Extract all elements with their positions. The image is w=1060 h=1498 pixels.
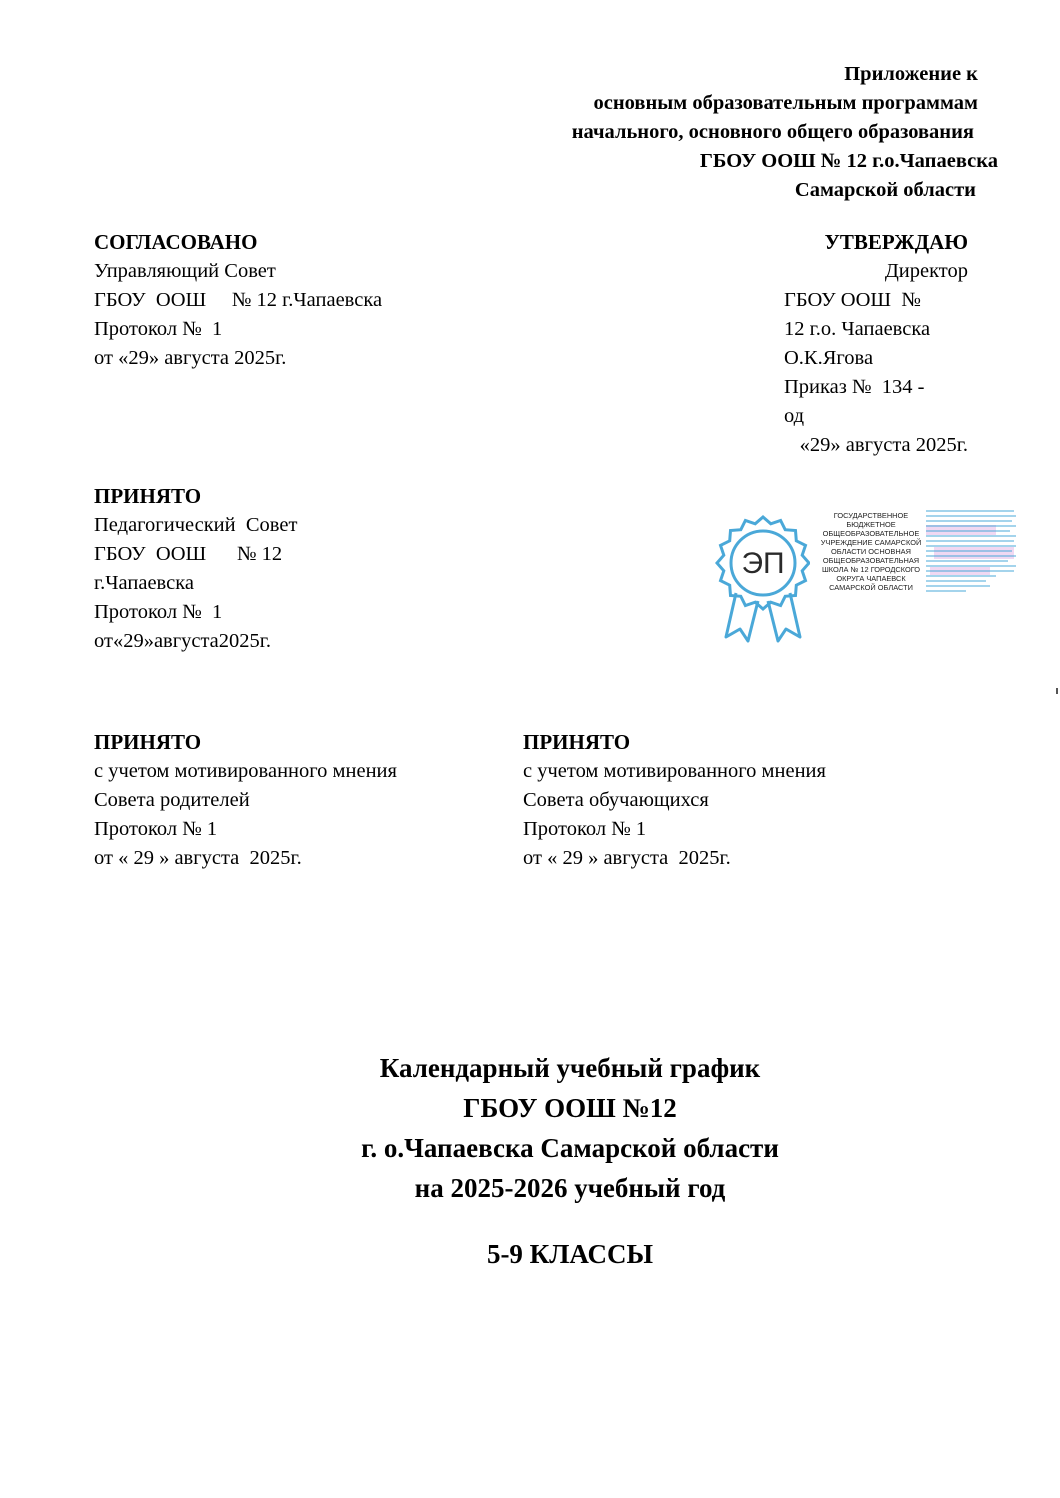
ep-label: ЭП bbox=[741, 547, 785, 580]
block-heading: УТВЕРЖДАЮ bbox=[824, 230, 968, 254]
rosette-seal-icon bbox=[700, 505, 810, 650]
block-heading: ПРИНЯТО bbox=[523, 730, 631, 754]
block-line: от « 29 » августа 2025г. bbox=[94, 847, 302, 869]
block-heading: ПРИНЯТО bbox=[94, 484, 202, 508]
header-line: начального, основного общего образования bbox=[571, 121, 974, 143]
approval-block-students-council bbox=[523, 728, 923, 873]
block-line: от«29»августа2025г. bbox=[94, 630, 272, 652]
title-line: ГБОУ ООШ №12 bbox=[463, 1093, 677, 1123]
block-line: Управляющий Совет bbox=[94, 260, 276, 282]
block-line: Приказ № 134 - bbox=[784, 376, 925, 398]
block-line: с учетом мотивированного мнения bbox=[94, 760, 397, 782]
block-line: ГБОУ ООШ № 12 г.Чапаевска bbox=[94, 289, 383, 311]
block-line: од bbox=[784, 405, 805, 427]
approval-block-soglasovano bbox=[94, 228, 514, 373]
margin-mark bbox=[1056, 688, 1058, 694]
block-line: ГБОУ ООШ № 12 bbox=[94, 543, 283, 565]
title-line: г. о.Чапаевска Самарской области bbox=[361, 1133, 779, 1163]
block-line: Совета обучающихся bbox=[523, 789, 709, 811]
block-line: Протокол № 1 bbox=[94, 601, 223, 623]
ep-organization-text: ГОСУДАРСТВЕННОЕ БЮДЖЕТНОЕ ОБЩЕОБРАЗОВАТЕЛЬНОЕ УЧРЕЖДЕНИЕ САМАРСКОЙ ОБЛАСТИ ОСНОВНАЯ ОБЩЕОБРАЗОВАТЕЛЬНАЯ ШКОЛА № 12 ГОРОДСКОГО ОКРУГА ЧАПАЕВСК САМАРСКОЙ ОБЛАСТИ bbox=[820, 511, 922, 592]
block-line: О.К.Ягова bbox=[784, 347, 874, 369]
block-line: Протокол № 1 bbox=[94, 318, 223, 340]
header-line: Приложение к bbox=[844, 63, 978, 85]
block-line: Директор bbox=[884, 260, 968, 282]
block-line: «29» августа 2025г. bbox=[799, 434, 968, 456]
block-line: Протокол № 1 bbox=[523, 818, 647, 840]
header-line: основным образовательным программам bbox=[593, 92, 978, 114]
electronic-signature-stamp bbox=[700, 505, 1020, 650]
approval-block-parents-council bbox=[94, 728, 494, 873]
block-line: Совета родителей bbox=[94, 789, 250, 811]
header-line: ГБОУ ООШ № 12 г.о.Чапаевска bbox=[699, 150, 998, 172]
block-heading: СОГЛАСОВАНО bbox=[94, 230, 258, 254]
approval-block-pedagogical-council bbox=[94, 482, 454, 656]
block-line: г.Чапаевска bbox=[94, 572, 194, 594]
block-line: от «29» августа 2025г. bbox=[94, 347, 287, 369]
title-line: на 2025-2026 учебный год bbox=[414, 1173, 726, 1203]
document-title bbox=[200, 1048, 940, 1208]
block-line: Педагогический Совет bbox=[94, 514, 298, 536]
block-heading: ПРИНЯТО bbox=[94, 730, 202, 754]
title-line: Календарный учебный график bbox=[379, 1053, 761, 1083]
approval-block-utverzhdayu bbox=[700, 228, 968, 460]
header-line: Самарской области bbox=[794, 179, 976, 201]
block-line: от « 29 » августа 2025г. bbox=[523, 847, 731, 869]
block-line: с учетом мотивированного мнения bbox=[523, 760, 826, 782]
ep-certificate-details bbox=[926, 507, 1018, 599]
block-line: ГБОУ ООШ № bbox=[784, 289, 921, 311]
classes-subtitle: 5-9 КЛАССЫ bbox=[486, 1239, 654, 1269]
block-line: Протокол № 1 bbox=[94, 818, 218, 840]
block-line: 12 г.о. Чапаевска bbox=[784, 318, 931, 340]
document-header bbox=[480, 60, 1000, 205]
